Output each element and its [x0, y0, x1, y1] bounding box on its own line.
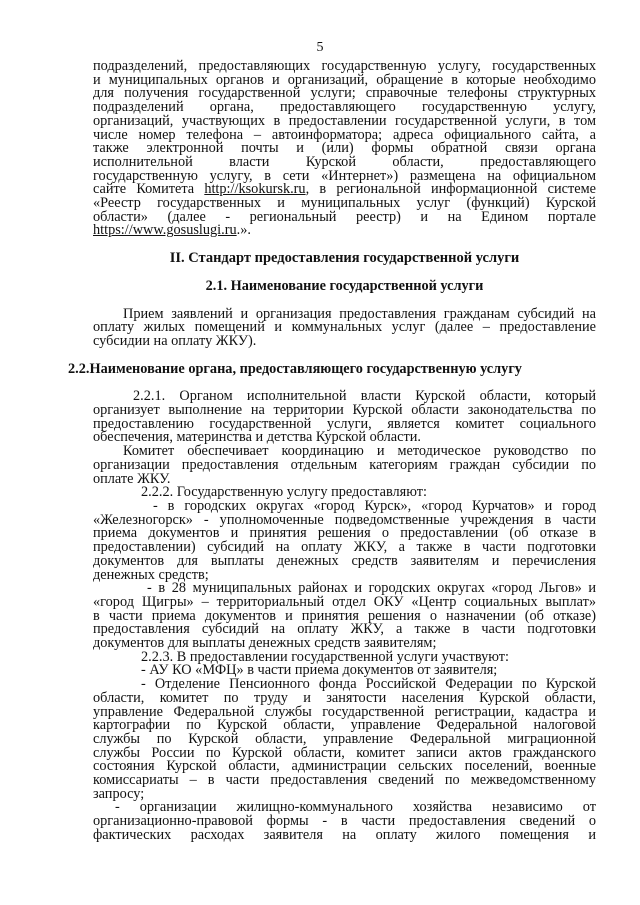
text-line: и муниципальных органов и организаций, обращение в которые необходимо — [93, 71, 596, 88]
text-line: числе номер телефона – автоинформатора; адреса официального сайта, а — [93, 126, 596, 143]
text-line: Прием заявлений и организация предоставления гражданам субсидий на — [123, 305, 596, 322]
gosuslugi-link[interactable]: https://www.gosuslugi.ru — [93, 222, 237, 239]
text-line: - организации жилищно-коммунального хозяйства независимо от — [115, 799, 596, 816]
text-line: службы по Курской области, управление Федеральной миграционной — [93, 730, 596, 747]
subsection-title-2-2: 2.2.Наименование органа, предоставляющего государственную услугу — [68, 360, 522, 377]
text-line: предоставлению государственной услуги, является комитет социального — [93, 415, 596, 432]
text-line: субсидии на оплату ЖКУ). — [93, 332, 257, 349]
paragraph-2-2-1 — [93, 390, 596, 445]
text-line: обеспечения, материнства и детства Курской области. — [93, 429, 421, 446]
link-prefix: сайте Комитета — [93, 181, 205, 198]
paragraph-2-2-3-c — [93, 801, 596, 842]
paragraph-2-2-2-a — [93, 497, 596, 583]
text-line: управление Федеральной службы государственной регистрации, кадастра и — [93, 703, 596, 720]
text-line: - в городских округах «город Курск», «город Курчатов» и город — [153, 497, 596, 514]
text-line: фактических расходах заявителя на оплату жилого помещения и — [93, 826, 596, 843]
text-line: «Железногорск» - уполномоченные подведомственные учреждения в части — [93, 511, 596, 528]
text-line: исполнительной власти Курской области, предоставляющего — [93, 153, 596, 170]
text-line: предоставлении) субсидий на оплату ЖКУ, а также в части подготовки — [93, 539, 596, 556]
text-line: комиссариаты – в части предоставления сведений по межведомственному — [93, 772, 596, 789]
text-line: документов для выплаты денежных средств заявителям; — [93, 635, 437, 652]
text-line: предоставления субсидий на оплату ЖКУ, а также в части подготовки — [93, 621, 596, 638]
paragraph-2-2-3-a: - АУ КО «МФЦ» в части приема документов от заявителя; — [141, 662, 498, 679]
text-line: подразделений, предоставляющих государственную услугу, государственных — [93, 58, 596, 74]
paragraph-2-2-2-b — [93, 582, 596, 651]
text-line: организует выполнение на территории Курской области законодательства по — [93, 402, 596, 419]
paragraph-committee — [93, 445, 596, 486]
link-suffix: .». — [236, 222, 251, 239]
text-line: картографии по Курской области, управление Федеральной налоговой — [93, 717, 596, 734]
link-suffix: , в региональной информационной системе — [305, 181, 596, 198]
text-line: в части приема документов и принятия решения о назначении (об отказе) — [93, 607, 596, 624]
page-number: 5 — [316, 40, 324, 55]
text-line: организации предоставления отдельным категориям граждан субсидии по — [93, 456, 596, 473]
committee-site-link[interactable]: http://ksokursk.ru — [204, 181, 306, 198]
paragraph-2-2-3-b — [93, 678, 596, 801]
text-line: оплату жилых помещений и коммунальных услуг (далее – предоставление — [93, 319, 596, 336]
text-line: для получения государственной услуги; справочные телефоны структурных — [93, 85, 596, 102]
text-line: службы России по Курской области, комитет записи актов гражданского — [93, 744, 596, 761]
text-line: Комитет обеспечивает координацию и методическое руководство по — [123, 443, 596, 460]
document-body — [68, 58, 596, 843]
text-line: - в 28 муниципальных районах и городских округах «город Льгов» и — [147, 580, 596, 597]
text-line: запросу; — [93, 785, 145, 802]
paragraph-2-2-3-head: 2.2.3. В предоставлении государственной услуги участвуют: — [141, 648, 510, 665]
text-line: организационно-правовой формы - в части предоставления сведений о — [93, 813, 596, 830]
section-title: II. Стандарт предоставления государственной услуги — [169, 250, 520, 267]
intro-paragraph — [93, 60, 596, 238]
text-line: организаций, участвующих в предоставлении государственной услуги, в том — [93, 112, 596, 129]
text-line: 2.2.1. Органом исполнительной власти Курской области, который — [133, 388, 596, 405]
text-line: оплате ЖКУ. — [93, 470, 171, 487]
text-line: подразделений органа, предоставляющего государственную услугу, — [93, 99, 596, 116]
text-line: приема документов и принятия решения о предоставлении (об отказе в — [93, 525, 596, 542]
text-line — [93, 224, 596, 238]
text-line: состояния Курской области, администрации сельских поселений, военные — [93, 758, 596, 775]
text-line: «город Щигры» – территориальный отдел ОКУ «Центр социальных выплат» — [93, 593, 596, 610]
text-line: государственную услугу, в сети «Интернет») размещена на официальном — [93, 167, 596, 184]
text-line: области» (далее - региональный реестр) и на Едином портале — [93, 208, 596, 225]
text-line: области, комитет по труду и занятости населения Курской области, — [93, 689, 596, 706]
text-line: «Реестр государственных и муниципальных услуг (функций) Курской — [93, 195, 596, 212]
text-line: документов для выплаты денежных средств заявителям и перечисления — [93, 552, 596, 569]
text-line: - Отделение Пенсионного фонда Российской Федерации по Курской — [141, 676, 596, 693]
text-line: денежных средств; — [93, 566, 209, 583]
paragraph-2-1 — [93, 305, 596, 349]
subsection-title-2-1: 2.1. Наименование государственной услуги — [205, 277, 484, 294]
paragraph-2-2-2-head: 2.2.2. Государственную услугу предоставляют: — [141, 484, 427, 501]
text-line: также электронной почты и (или) формы обратной связи органа — [93, 140, 596, 157]
